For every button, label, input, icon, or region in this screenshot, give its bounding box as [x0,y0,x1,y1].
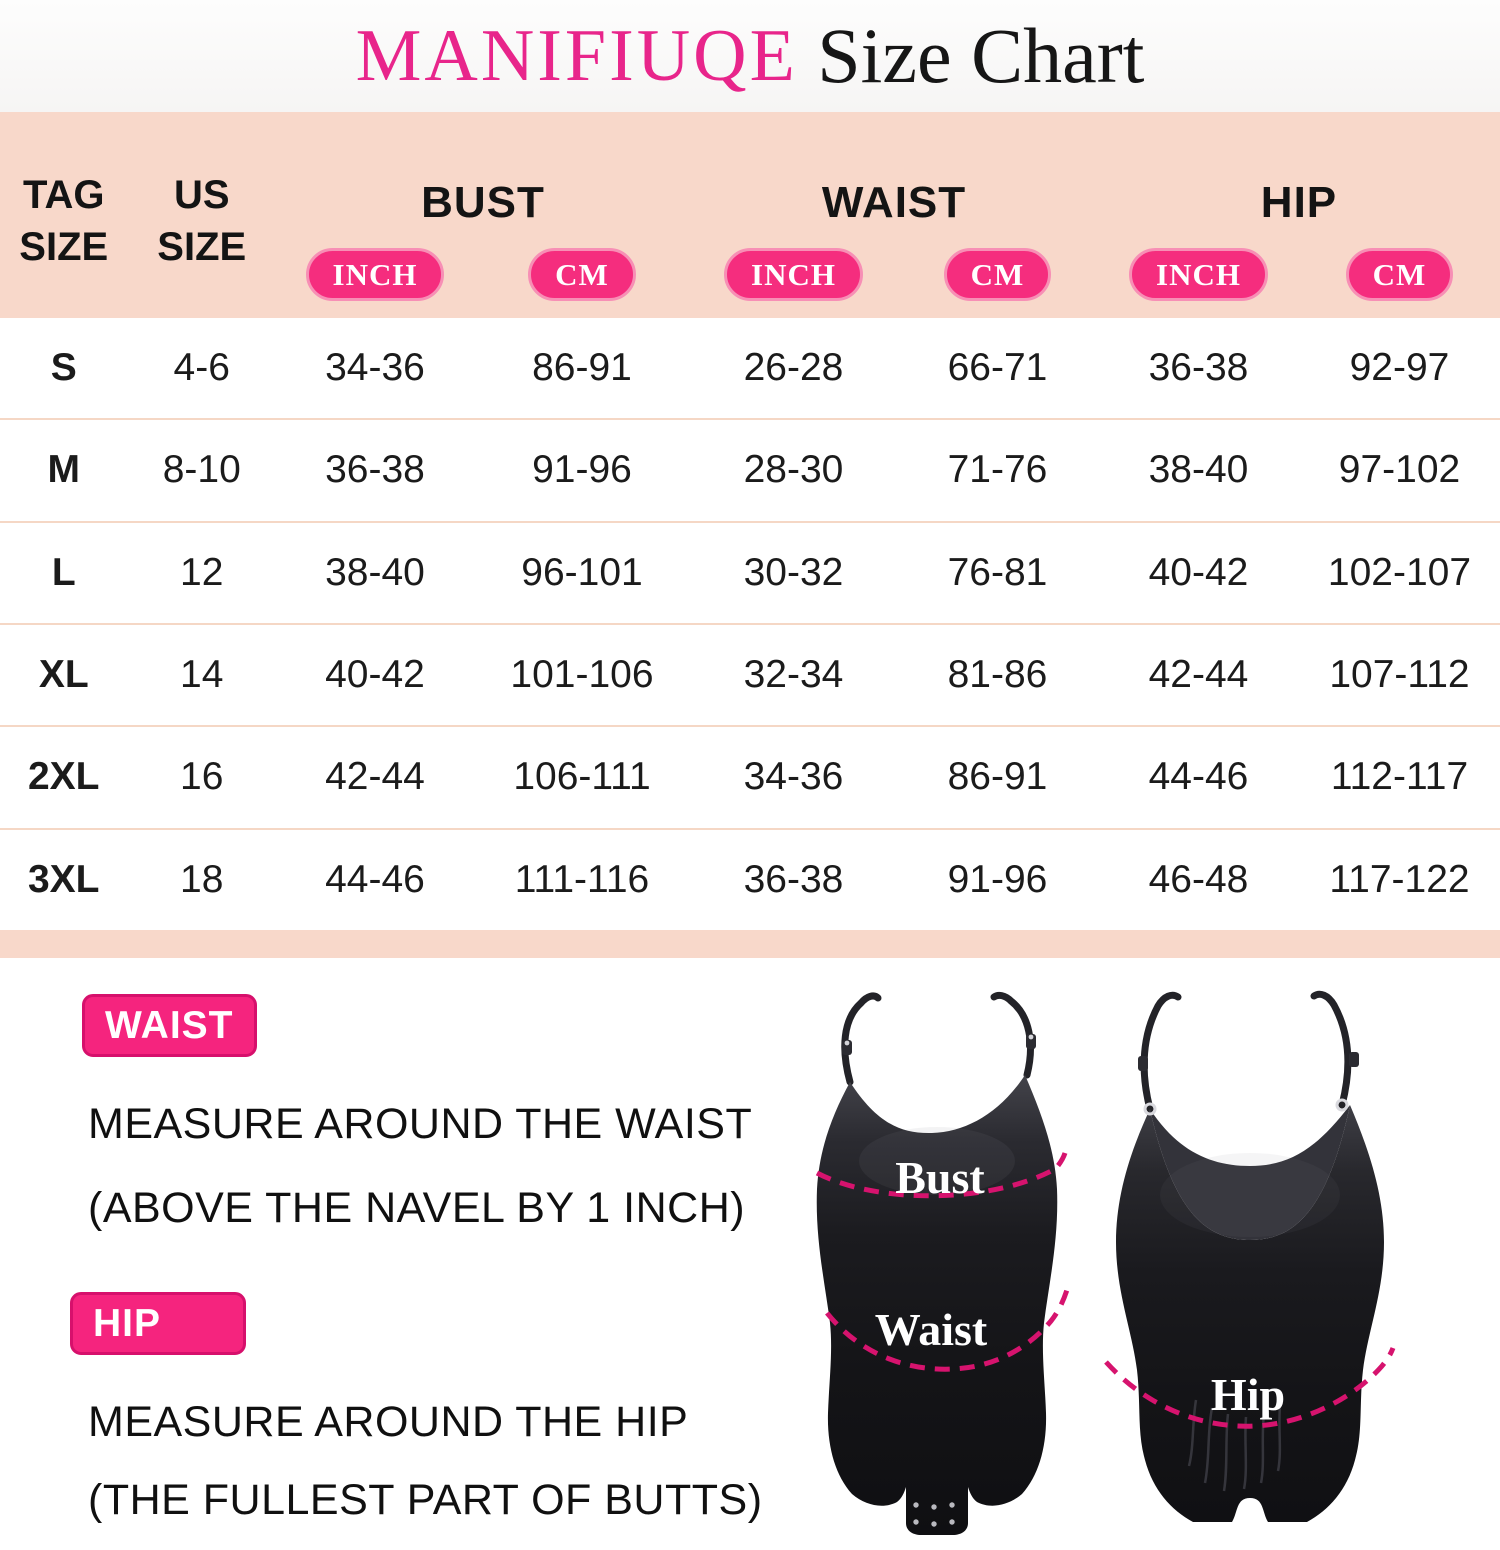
unit-cell [474,230,690,318]
table-row-m [0,418,1500,520]
group-header-hip: HIP [1260,178,1338,227]
table-row-l [0,521,1500,623]
cell-bust-cm: 96-101 [521,550,643,594]
cell-waist-cm: 81-86 [947,653,1048,697]
cell-hip-inch: 44-46 [1148,755,1249,799]
cell-bust-inch: 38-40 [325,550,425,594]
cell-waist-cm: 86-91 [947,755,1048,799]
cell-waist-inch: 32-34 [743,653,844,697]
waist-figure-label: Waist [874,1304,988,1355]
bust-cm-pill: CM [528,248,636,301]
table-row-2xl [0,725,1500,827]
cell-bust-inch: 34-36 [325,346,425,390]
divider-band [0,930,1500,958]
column-header-tag-size [0,112,128,318]
cell-bust-cm: 91-96 [532,448,632,492]
back-right-strap-adjuster [1349,1052,1359,1067]
bodysuit-back-illustration [1104,990,1396,1540]
front-left-strap [845,996,878,1082]
column-header-us-size [128,112,276,318]
unit-cell [1098,230,1299,318]
size-table-body [0,318,1500,930]
waist-note-line2: (ABOVE THE NAVEL BY 1 INCH) [88,1184,746,1232]
bust-figure-label: Bust [895,1152,985,1203]
us-header-line2: SIZE [157,225,247,269]
cell-us: 16 [180,755,224,799]
cell-us: 12 [180,550,224,594]
cell-us: 4-6 [173,346,230,390]
back-left-strap-adjuster [1138,1056,1148,1071]
cell-hip-inch: 46-48 [1148,857,1249,901]
cell-bust-cm: 101-106 [510,653,654,697]
cell-hip-inch: 38-40 [1148,448,1249,492]
cell-waist-inch: 36-38 [743,857,844,901]
cell-bust-cm: 106-111 [513,755,651,799]
tag-header-line1: TAG [23,173,105,217]
cell-us: 18 [180,857,224,901]
cell-hip-cm: 117-122 [1329,857,1470,901]
us-header-line1: US [173,173,230,217]
cell-us: 14 [180,653,224,697]
hip-note-line1: MEASURE AROUND THE HIP [88,1398,689,1446]
front-left-adjuster-glint [845,1041,850,1046]
hip-inch-pill: INCH [1129,248,1268,301]
front-right-strap [994,995,1030,1075]
back-left-strap [1144,995,1178,1109]
cell-tag: S [50,346,77,390]
front-right-adjuster-glint [1029,1035,1034,1040]
waist-cm-pill: CM [944,248,1052,301]
cell-tag: 3XL [27,857,100,901]
table-row-3xl [0,828,1500,930]
hip-figure-label: Hip [1210,1369,1286,1420]
page-title [0,0,1500,112]
cell-waist-cm: 71-76 [947,448,1048,492]
unit-cell [690,230,897,318]
table-header [0,112,1500,318]
title-suffix: Size Chart [797,12,1145,99]
back-right-strap [1314,994,1348,1105]
group-header-bust: BUST [421,178,545,227]
waist-badge: WAIST [82,994,257,1057]
cell-hip-cm: 97-102 [1338,448,1461,492]
cell-bust-inch: 36-38 [325,448,425,492]
cell-hip-inch: 42-44 [1148,653,1249,697]
cell-hip-cm: 102-107 [1327,550,1472,594]
brand-name: MANIFIUQE [355,14,798,97]
cell-waist-cm: 91-96 [947,857,1048,901]
cell-waist-inch: 26-28 [743,346,844,390]
cell-waist-inch: 30-32 [743,550,844,594]
unit-cell [897,230,1098,318]
unit-cell [1299,230,1500,318]
cell-bust-inch: 42-44 [325,755,425,799]
cell-bust-cm: 86-91 [532,346,632,390]
table-row-xl [0,623,1500,725]
cell-tag: L [51,550,76,594]
cell-bust-inch: 44-46 [325,857,425,901]
hip-badge: HIP [70,1292,246,1355]
cell-hip-inch: 40-42 [1148,550,1249,594]
cell-tag: 2XL [27,755,100,799]
tag-header-line2: SIZE [19,225,109,269]
hip-note-line2: (THE FULLEST PART OF BUTTS) [88,1476,763,1524]
cell-hip-cm: 107-112 [1329,653,1470,697]
cell-waist-cm: 66-71 [947,346,1048,390]
back-shoulder-highlight [1160,1153,1340,1237]
cell-bust-cm: 111-116 [514,857,650,901]
cell-bust-inch: 40-42 [325,653,425,697]
cell-waist-cm: 76-81 [947,550,1048,594]
cell-hip-cm: 112-117 [1330,755,1469,799]
cell-tag: M [47,448,80,492]
unit-cell [276,230,474,318]
cell-waist-inch: 34-36 [743,755,844,799]
bodysuit-front-illustration [803,983,1075,1543]
waist-note-line1: MEASURE AROUND THE WAIST [88,1100,753,1148]
cell-us: 8-10 [162,448,241,492]
cell-waist-inch: 28-30 [743,448,844,492]
waist-inch-pill: INCH [724,248,863,301]
hip-cm-pill: CM [1346,248,1454,301]
bust-inch-pill: INCH [306,248,445,301]
cell-tag: XL [38,653,89,697]
table-row-s [0,318,1500,418]
cell-hip-cm: 92-97 [1349,346,1450,390]
cell-hip-inch: 36-38 [1148,346,1249,390]
group-header-waist: WAIST [821,178,967,227]
